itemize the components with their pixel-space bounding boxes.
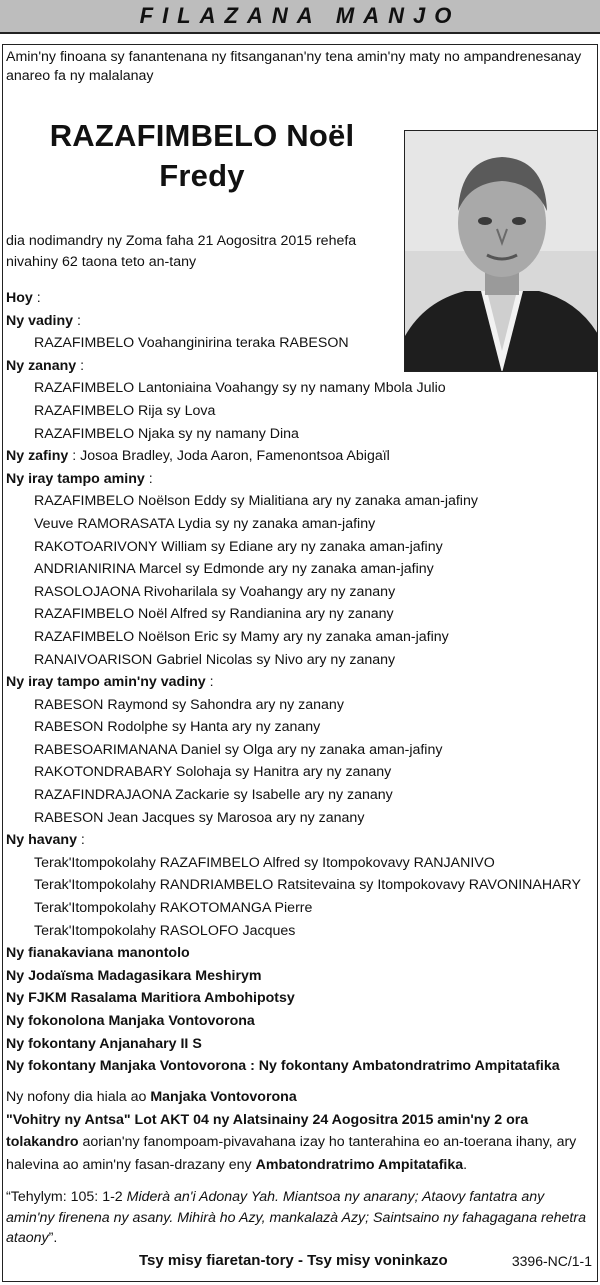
intro-text: Amin'ny finoana sy fanantenana ny fitsanganan'ny tena amin'ny maty no ampandrenesanay anareo fa ny malalanay xyxy=(6,49,582,84)
verse-close: ”. xyxy=(48,1230,58,1246)
community-group: Ny FJKM Rasalama Maritiora Ambohipotsy xyxy=(6,990,295,1007)
family-heading-suffix: : xyxy=(205,674,214,691)
family-member: RAZAFIMBELO Rija sy Lova xyxy=(34,402,216,419)
family-member: RAZAFIMBELO Voahanginirina teraka RABESON xyxy=(34,335,349,352)
family-heading-label: Ny zanany xyxy=(6,357,77,374)
deceased-name-line2: Fredy xyxy=(159,158,245,193)
family-heading-suffix: : xyxy=(76,832,85,849)
deceased-name xyxy=(6,116,398,196)
funeral-place-2: Ambatondratrimo Ampitatafika xyxy=(255,1156,464,1173)
family-heading xyxy=(6,829,596,852)
family-member: Veuve RAMORASATA Lydia sy ny zanaka aman-jafiny xyxy=(34,515,376,532)
family-heading-label: Ny iray tampo amin'ny vadiny xyxy=(6,674,206,691)
funeral-text-2: aorian'ny fanompoam-pivavahana izay ho tanterahina eo an-toerana ihany, ary halevina ao amin'ny fasan-drazany eny xyxy=(6,1134,577,1173)
family-list xyxy=(6,287,596,1078)
family-heading xyxy=(6,468,596,491)
family-member: RAZAFIMBELO Noël Alfred sy Randianina ary ny zanany xyxy=(34,606,394,623)
family-member: Terak'Itompokolahy RAZAFIMBELO Alfred sy Itompokovavy RANJANIVO xyxy=(34,854,495,871)
family-member: Terak'Itompokolahy RANDRIAMBELO Ratsitevaina sy Itompokovavy RAVONINAHARY xyxy=(34,877,582,894)
family-heading-suffix: : Josoa Bradley, Joda Aaron, Famenontsoa Abigaïl xyxy=(68,448,390,465)
family-member: RABESON Jean Jacques sy Marosoa ary ny zanany xyxy=(34,809,365,826)
footer-code: 3396-NC/1-1 xyxy=(511,1253,592,1269)
family-member: RABESOARIMANANA Daniel sy Olga ary ny zanaka aman-jafiny xyxy=(34,741,443,758)
family-heading-label: Ny havany xyxy=(6,832,77,849)
family-member: ANDRIANIRINA Marcel sy Edmonde ary ny zanaka aman-jafiny xyxy=(34,561,434,578)
family-heading-suffix: : xyxy=(73,312,81,329)
funeral-text-1: Ny nofony dia hiala ao xyxy=(6,1089,151,1105)
family-member: RAZAFINDRAJAONA Zackarie sy Isabelle ary ny zanany xyxy=(34,787,393,804)
footer xyxy=(6,1250,594,1274)
family-member: RABESON Rodolphe sy Hanta ary ny zanany xyxy=(34,719,321,736)
funeral-details xyxy=(6,1086,594,1176)
community-group: Ny fokontany Anjanahary II S xyxy=(6,1035,202,1052)
family-member: RAKOTOARIVONY William sy Ediane ary ny zanaka aman-jafiny xyxy=(34,538,443,555)
notice-content xyxy=(6,48,594,1269)
family-heading xyxy=(6,445,596,468)
family-member: RAKOTONDRABARY Solohaja sy Hanitra ary ny zanany xyxy=(34,764,392,781)
community-group: Ny fokonolona Manjaka Vontovorona xyxy=(6,1013,255,1029)
funeral-end: . xyxy=(463,1156,468,1173)
family-heading xyxy=(6,287,596,310)
funeral-place-1: Manjaka Vontovorona xyxy=(150,1089,297,1105)
family-member: RANAIVOARISON Gabriel Nicolas sy Nivo ary ny zanany xyxy=(34,651,396,668)
family-member: RAZAFIMBELO Noëlson Eddy sy Mialitiana ary ny zanaka aman-jafiny xyxy=(34,493,478,510)
verse-reference: “Tehylym: 105: 1-2 xyxy=(6,1189,127,1205)
family-member: Terak'Itompokolahy RAKOTOMANGA Pierre xyxy=(34,900,313,917)
family-member: RABESON Raymond sy Sahondra ary ny zanany xyxy=(34,696,344,713)
banner-title: FILAZANA MANJO xyxy=(139,3,461,28)
family-heading xyxy=(6,310,596,333)
verse-text: Miderà an'i Adonay Yah. Miantsoa ny anarany; Ataovy fantatra any amin'ny firenena ny asany. Mihirà ho Azy, mankalazà Azy; Saintsaino ny fahagagana rehetra ataony xyxy=(6,1189,586,1246)
family-heading xyxy=(6,671,596,694)
community-group: Ny fianakaviana manontolo xyxy=(6,945,190,962)
community-group: Ny Jodaïsma Madagasikara Meshirym xyxy=(6,967,262,984)
family-member: RAZAFIMBELO Noëlson Eric sy Mamy ary ny zanaka aman-jafiny xyxy=(34,628,449,645)
footer-notice: Tsy misy fiaretan-tory - Tsy misy voninkazo xyxy=(139,1252,448,1269)
family-member: RAZAFIMBELO Njaka sy ny namany Dina xyxy=(34,425,299,442)
family-heading-label: Hoy xyxy=(6,290,33,306)
scripture-verse xyxy=(6,1187,594,1249)
family-member: RASOLOJAONA Rivoharilala sy Voahangy ary ny zanany xyxy=(34,583,396,600)
family-member: Terak'Itompokolahy RASOLOFO Jacques xyxy=(34,922,296,939)
deceased-name-line1: RAZAFIMBELO Noël xyxy=(49,118,355,153)
death-notice: dia nodimandry ny Zoma faha 21 Aogositra 2015 rehefa nivahiny 62 taona teto an-tany xyxy=(6,233,357,270)
community-group: Ny fokontany Manjaka Vontovorona : Ny fokontany Ambatondratrimo Ampitatafika xyxy=(6,1058,560,1075)
family-heading-label: Ny zafiny xyxy=(6,448,69,465)
header-banner xyxy=(0,0,600,34)
family-heading-suffix: : xyxy=(32,290,41,306)
family-heading xyxy=(6,355,596,378)
family-member: RAZAFIMBELO Lantoniaina Voahangy sy ny namany Mbola Julio xyxy=(34,380,446,397)
family-heading-suffix: : xyxy=(76,357,85,374)
funeral-schedule: "Vohitry ny Antsa" Lot AKT 04 ny Alatsinainy 24 Aogositra 2015 amin'ny 2 ora tolakandro xyxy=(6,1111,529,1151)
family-heading-label: Ny vadiny xyxy=(6,312,74,329)
family-heading-label: Ny iray tampo aminy xyxy=(6,470,145,487)
family-heading-suffix: : xyxy=(144,470,153,487)
